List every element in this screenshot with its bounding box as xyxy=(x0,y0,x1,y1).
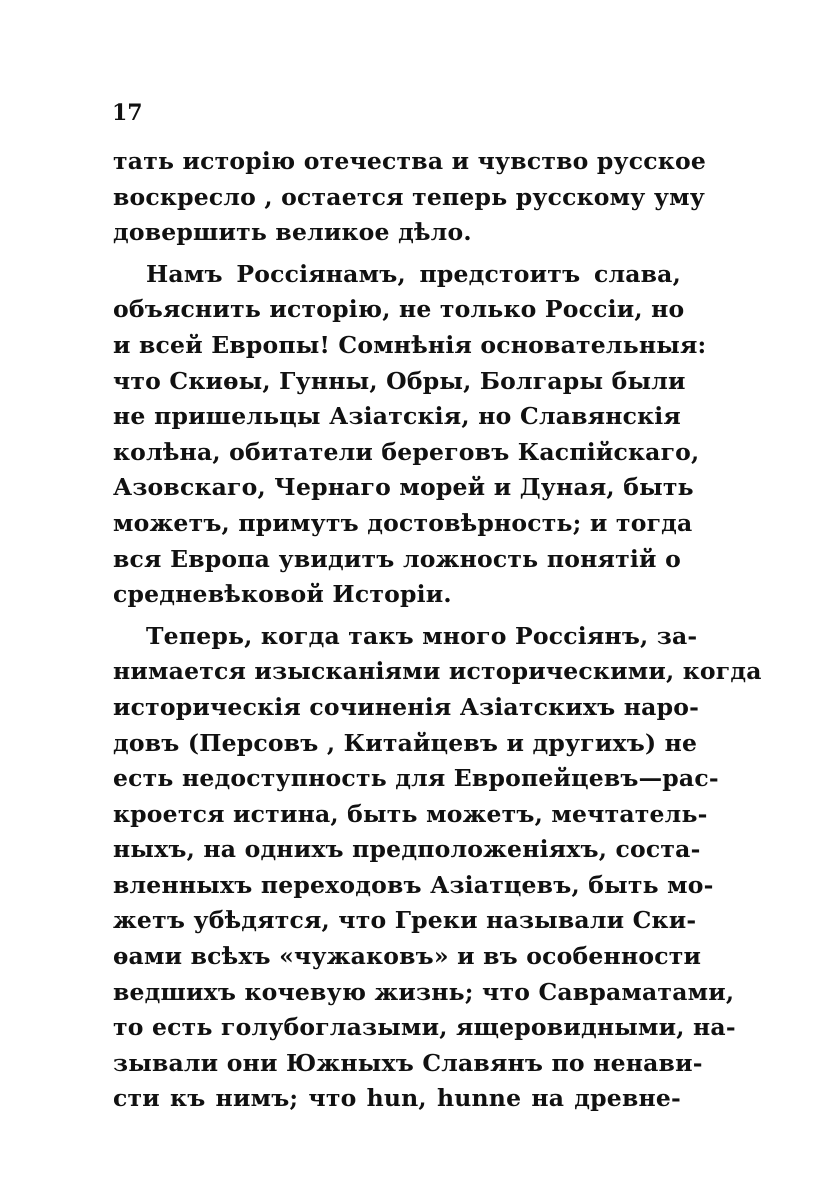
text-body xyxy=(113,144,762,1117)
text-line: историческія сочиненія Азіатскихъ наро- xyxy=(113,692,700,721)
text-line: зывали они Южныхъ Славянъ по ненави- xyxy=(113,1048,703,1077)
text-line: то есть голубоглазыми, ящеровидными, на- xyxy=(113,1013,736,1042)
text-line: воскресло , остается теперь русскому уму xyxy=(113,182,706,211)
text-line: довъ (Персовъ , Китайцевъ и другихъ) не xyxy=(113,728,698,757)
text-line: Азовскаго, Чернаго морей и Дуная, быть xyxy=(113,473,694,502)
text-line: сти къ нимъ; что hun, hunne на древне- xyxy=(113,1084,681,1113)
text-line: объяснить исторію, не только Россіи, но xyxy=(113,295,685,324)
text-line: вся Европа увидитъ ложность понятій о xyxy=(113,544,681,573)
text-line: что Скиѳы, Гунны, Обры, Болгары были xyxy=(113,366,686,395)
text-line: Теперь, когда такъ много Россіянъ, за- xyxy=(146,621,698,650)
text-line: средневѣковой Исторіи. xyxy=(113,580,452,609)
text-line: довершить великое дѣло. xyxy=(113,218,472,247)
text-line: вленныхъ переходовъ Азіатцевъ, быть мо- xyxy=(113,870,714,899)
text-line: колѣна, обитатели береговъ Каспійскаго, xyxy=(113,437,700,466)
text-line: ѳами всѣхъ «чужаковъ» и въ особенности xyxy=(113,942,702,971)
paragraph-2 xyxy=(113,257,707,613)
text-line: и всей Европы! Сомнѣнія основательныя: xyxy=(113,330,707,359)
text-line: нимается изысканіями историческими, когда xyxy=(113,657,762,686)
page-number: 17 xyxy=(112,100,143,126)
text-line: можетъ, примутъ достовѣрность; и тогда xyxy=(113,508,693,537)
text-line: ныхъ, на однихъ предположеніяхъ, соста- xyxy=(113,835,701,864)
text-line: кроется истина, быть можетъ, мечтатель- xyxy=(113,799,708,828)
text-line: Намъ Россіянамъ, предстоитъ слава, xyxy=(146,259,681,288)
paragraph-3 xyxy=(113,619,762,1117)
text-line: не пришельцы Азіатскія, но Славянскія xyxy=(113,402,681,431)
text-line: тать исторію отечества и чувство русское xyxy=(113,147,706,175)
paragraph-1 xyxy=(113,144,706,251)
text-line: есть недоступность для Европейцевъ—рас- xyxy=(113,764,719,793)
text-line: жетъ убѣдятся, что Греки называли Ски- xyxy=(113,906,697,935)
text-line: ведшихъ кочевую жизнь; что Савраматами, xyxy=(113,977,735,1006)
